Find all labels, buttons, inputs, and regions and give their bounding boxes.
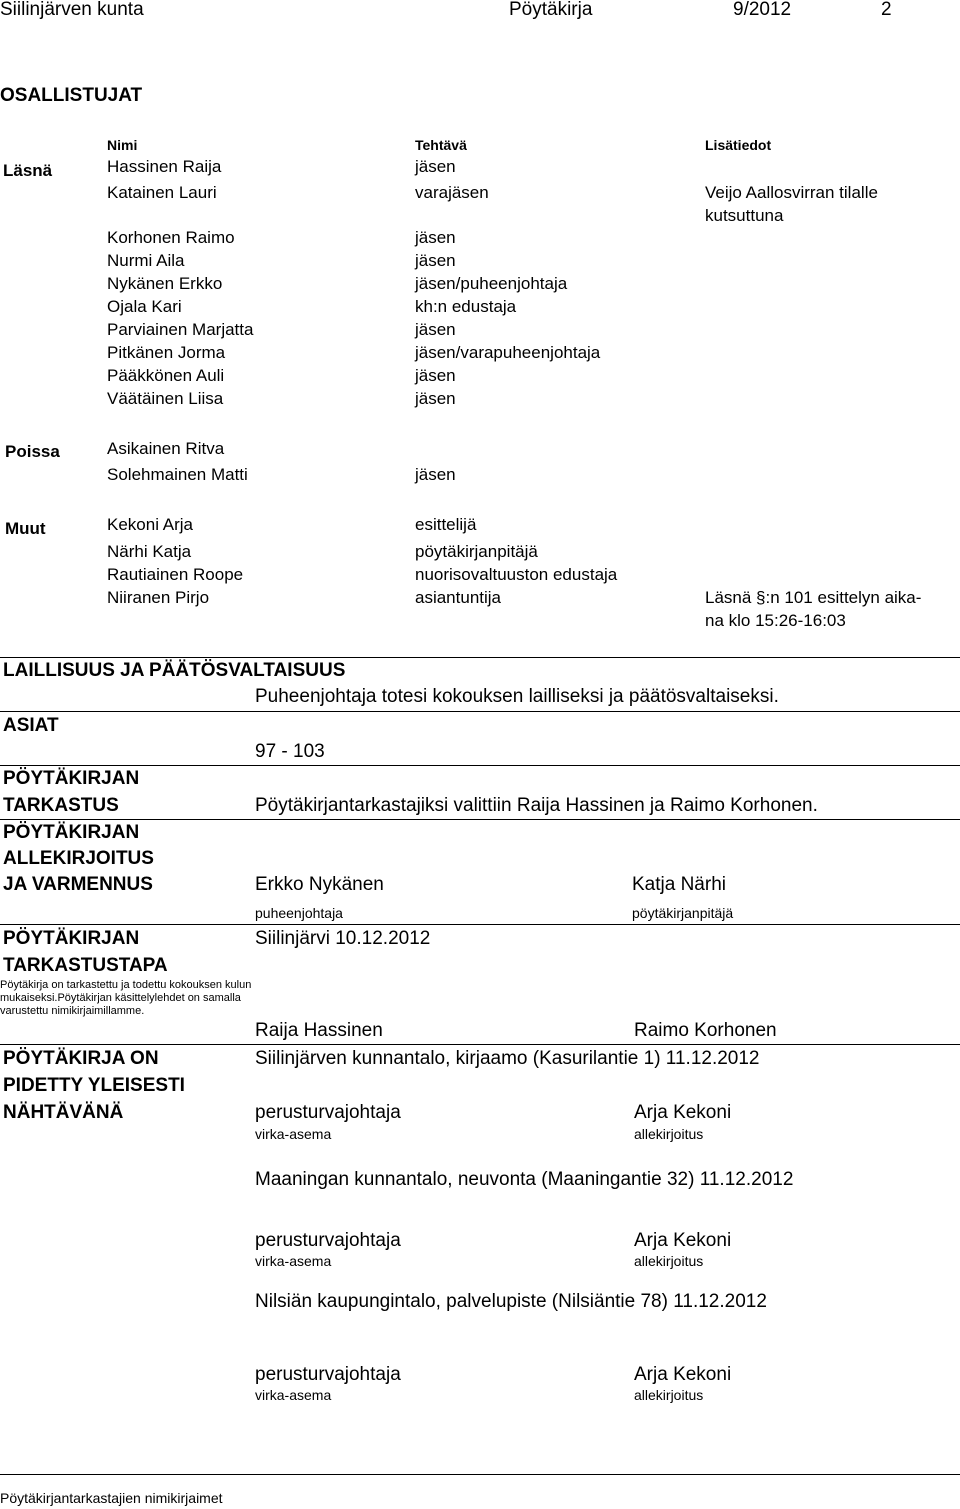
column-header-role: Tehtävä [415, 137, 467, 153]
participant-role: jäsen/puheenjohtaja [415, 274, 568, 293]
position-caption: virka-asema [255, 1387, 332, 1403]
official-name: Arja Kekoni [634, 1230, 732, 1251]
legality-heading: LAILLISUUS JA PÄÄTÖSVALTAISUUS [3, 660, 346, 681]
review-place-date: Siilinjärvi 10.12.2012 [255, 928, 431, 949]
divider [0, 819, 960, 820]
participant-role: jäsen/varapuheenjohtaja [415, 343, 601, 362]
items-range: 97 - 103 [255, 741, 325, 762]
municipality-name: Siilinjärven kunta [0, 0, 144, 20]
participant-name: Niiranen Pirjo [107, 588, 210, 607]
absent-label: Poissa [5, 442, 60, 461]
chair-title: puheenjohtaja [255, 905, 343, 921]
review-method-heading: TARKASTUSTAPA [3, 955, 168, 976]
participant-name: Väätäinen Liisa [107, 389, 224, 408]
official-name: Arja Kekoni [634, 1102, 732, 1123]
participant-role: jäsen [415, 389, 456, 408]
divider [0, 657, 960, 658]
column-header-name: Nimi [107, 137, 138, 153]
secretary-title: pöytäkirjanpitäjä [632, 905, 734, 921]
display-place: Nilsiän kaupungintalo, palvelupiste (Nilsiäntie 78) 11.12.2012 [255, 1291, 767, 1312]
participant-role: jäsen [415, 465, 456, 484]
position-caption: virka-asema [255, 1253, 332, 1269]
position-caption: virka-asema [255, 1126, 332, 1142]
legality-text: Puheenjohtaja totesi kokouksen lailliseksi ja päätösvaltaiseksi. [255, 686, 779, 707]
participant-name: Parviainen Marjatta [107, 320, 254, 339]
participant-role: varajäsen [415, 183, 489, 202]
divider [0, 924, 960, 925]
reviewer-name: Raija Hassinen [255, 1020, 383, 1041]
present-label: Läsnä [3, 161, 53, 180]
participant-role: nuorisovaltuuston edustaja [415, 565, 618, 584]
participant-name: Pääkkönen Auli [107, 366, 225, 385]
others-label: Muut [5, 519, 46, 538]
signature-caption: allekirjoitus [634, 1253, 704, 1269]
display-heading: PÖYTÄKIRJA ON [3, 1048, 159, 1069]
document-type: Pöytäkirja [509, 0, 593, 20]
divider [0, 765, 960, 766]
participant-role: esittelijä [415, 515, 477, 534]
chair-name: Erkko Nykänen [255, 874, 384, 895]
participant-notes: Veijo Aallosvirran tilalle [705, 183, 878, 202]
participant-name: Katainen Lauri [107, 183, 217, 202]
participant-role: asiantuntija [415, 588, 502, 607]
official-position: perusturvajohtaja [255, 1230, 401, 1251]
participant-role: jäsen [415, 157, 456, 176]
review-text: Pöytäkirjantarkastajiksi valittiin Raija Hassinen ja Raimo Korhonen. [255, 795, 818, 816]
participant-name: Solehmainen Matti [107, 465, 248, 484]
review-method-note: Pöytäkirja on tarkastettu ja todettu kokouksen kulun mukaiseksi.Pöytäkirjan käsittelylehdet on samalla varustettu nimikirjaimillamme. [0, 979, 252, 1017]
signature-caption: allekirjoitus [634, 1387, 704, 1403]
participant-name: Nykänen Erkko [107, 274, 223, 293]
footer-divider [0, 1474, 960, 1475]
display-heading: PIDETTY YLEISESTI [3, 1075, 185, 1096]
secretary-name: Katja Närhi [632, 874, 726, 895]
participant-role: jäsen [415, 366, 456, 385]
divider [0, 711, 960, 712]
signature-heading: JA VARMENNUS [3, 874, 153, 895]
participant-name: Närhi Katja [107, 542, 192, 561]
review-method-heading: PÖYTÄKIRJAN [3, 928, 140, 949]
participant-role: kh:n edustaja [415, 297, 517, 316]
official-name: Arja Kekoni [634, 1364, 732, 1385]
participants-title: OSALLISTUJAT [0, 85, 143, 106]
review-heading: PÖYTÄKIRJAN [3, 768, 140, 789]
participant-role: pöytäkirjanpitäjä [415, 542, 538, 561]
participant-role: jäsen [415, 228, 456, 247]
items-heading: ASIAT [3, 715, 59, 736]
participant-name: Korhonen Raimo [107, 228, 235, 247]
signature-caption: allekirjoitus [634, 1126, 704, 1142]
document-number: 9/2012 [733, 0, 792, 20]
participant-notes: na klo 15:26-16:03 [705, 611, 846, 630]
signature-heading: PÖYTÄKIRJAN [3, 822, 140, 843]
participant-name: Kekoni Arja [107, 515, 193, 534]
footer-text: Pöytäkirjantarkastajien nimikirjaimet [0, 1490, 223, 1506]
participant-role: jäsen [415, 320, 456, 339]
display-place: Siilinjärven kunnantalo, kirjaamo (Kasurilantie 1) 11.12.2012 [255, 1048, 760, 1069]
display-place: Maaningan kunnantalo, neuvonta (Maaningantie 32) 11.12.2012 [255, 1169, 794, 1190]
participant-name: Nurmi Aila [107, 251, 185, 270]
column-header-notes: Lisätiedot [705, 137, 772, 153]
participant-name: Asikainen Ritva [107, 439, 225, 458]
participant-notes: Läsnä §:n 101 esittelyn aika- [705, 588, 922, 607]
participant-notes: kutsuttuna [705, 206, 784, 225]
participant-name: Hassinen Raija [107, 157, 222, 176]
participant-name: Pitkänen Jorma [107, 343, 226, 362]
signature-heading: ALLEKIRJOITUS [3, 848, 154, 869]
participant-role: jäsen [415, 251, 456, 270]
display-heading: NÄHTÄVÄNÄ [3, 1102, 124, 1123]
participant-name: Ojala Kari [107, 297, 182, 316]
divider [0, 1044, 960, 1045]
page-number: 2 [881, 0, 892, 20]
participant-name: Rautiainen Roope [107, 565, 244, 584]
official-position: perusturvajohtaja [255, 1102, 401, 1123]
official-position: perusturvajohtaja [255, 1364, 401, 1385]
reviewer-name: Raimo Korhonen [634, 1020, 777, 1041]
review-heading: TARKASTUS [3, 795, 119, 816]
